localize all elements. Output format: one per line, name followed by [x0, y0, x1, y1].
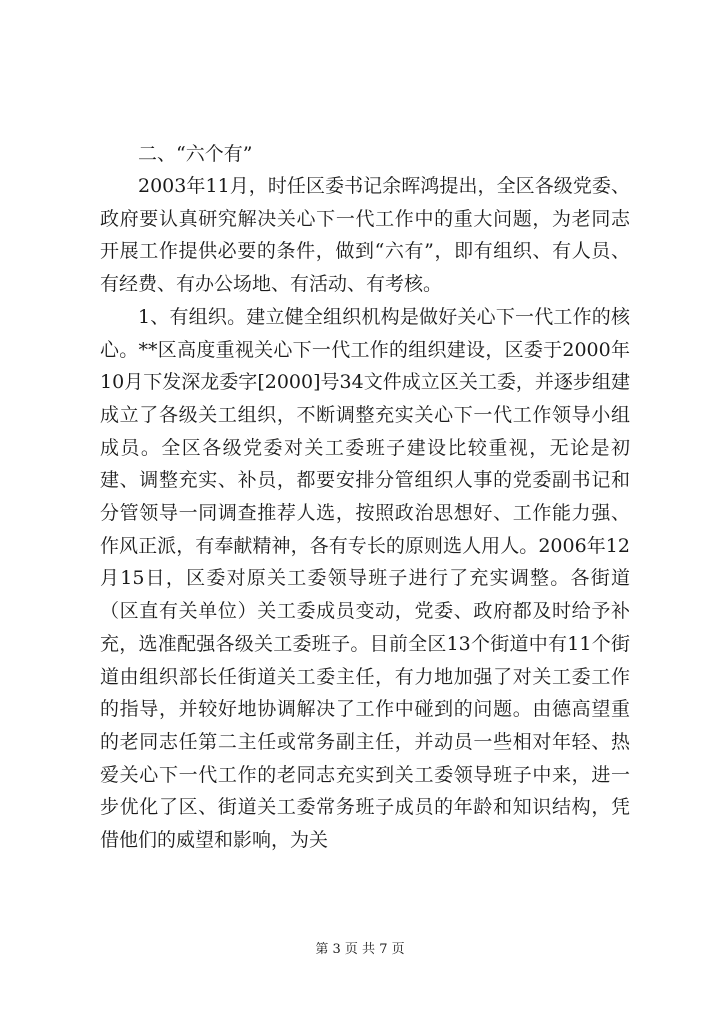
section-heading: 二、“六个有”: [138, 143, 253, 165]
document-body: [100, 138, 630, 857]
page-footer: 第 3 页 共 7 页: [315, 942, 405, 957]
paragraph-organization: 1、有组织。建立健全组织机构是做好关心下一代工作的核心。**区高度重视关心下一代工作的组织建设，区委于2000年10月下发深龙委字[2000]号34文件成立区关工委，并逐步组建成立了各级关工组织，不断调整充实关心下一代工作领导小组成员。全区各级党委对关工委班子建设比较重视，无论是初建、调整充实、补员，都要安排分管组织人事的党委副书记和分管领导一同调查推荐人选，按照政治思想好、工作能力强、作风正派，有奉献精神，各有专长的原则选人用人。2006年12月15日，区委对原关工委领导班子进行了充实调整。各街道（区直有关单位）关工委成员变动，党委、政府都及时给予补充，选准配强各级关工委班子。目前全区13个街道中有11个街道由组织部长任街道关工委主任，有力地加强了对关工委工作的指导，并较好地协调解决了工作中碰到的问题。由德高望重的老同志任第二主任或常务副主任，并动员一些相对年轻、热爱关心下一代工作的老同志充实到关工委领导班子中来，进一步优化了区、街道关工委常务班子成员的年龄和知识结构，凭借他们的威望和影响，为关: [100, 305, 630, 852]
paragraph-intro: 2003年11月，时任区委书记余晖鸿提出，全区各级党委、政府要认真研究解决关心下一代工作中的重大问题，为老同志开展工作提供必要的条件，做到“六有”，即有组织、有人员、有经费、有办公场地、有活动、有考核。: [100, 175, 630, 296]
